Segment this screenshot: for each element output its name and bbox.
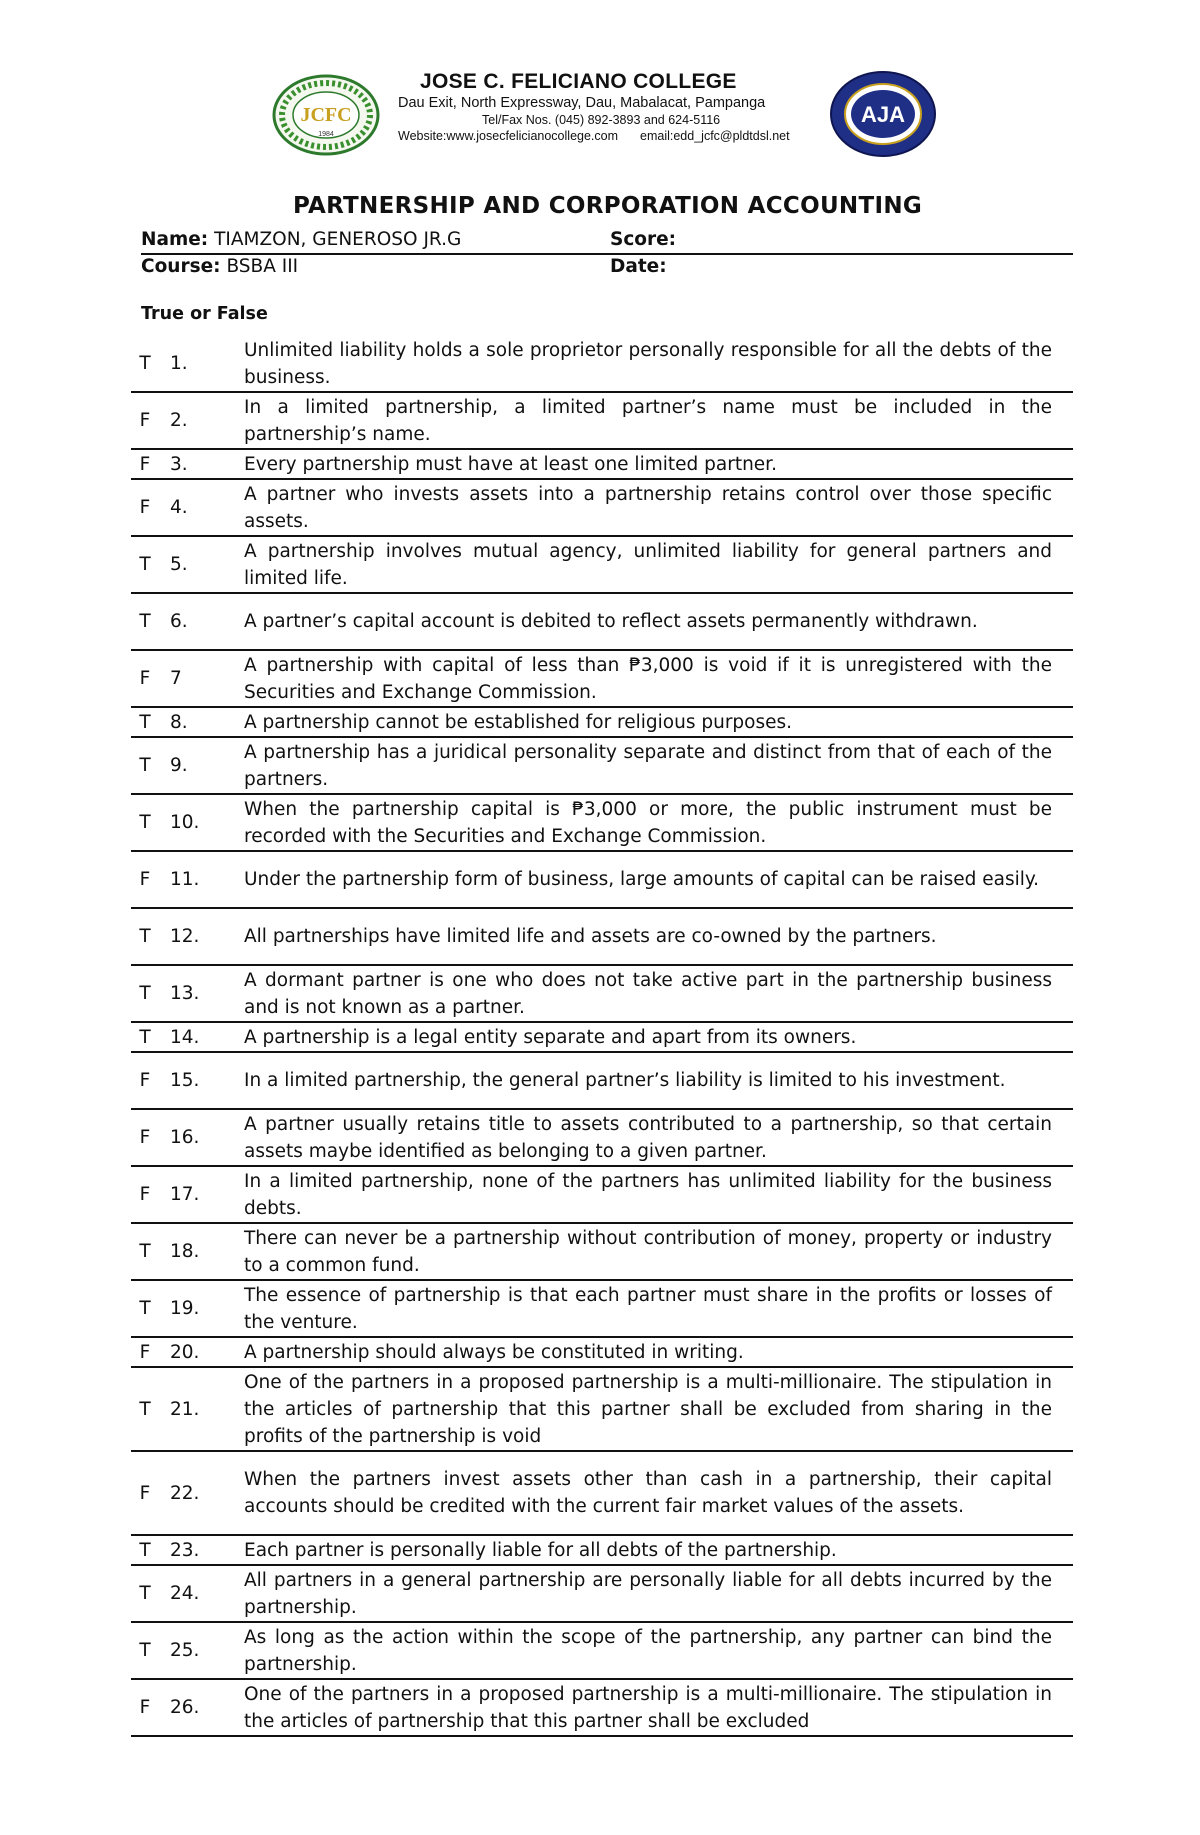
question-item bbox=[131, 1566, 1073, 1623]
college-header bbox=[272, 70, 940, 158]
question-text: Every partnership must have at least one limited partner. bbox=[244, 453, 777, 475]
question-number: 6. bbox=[170, 611, 188, 632]
question-number: 10. bbox=[170, 812, 200, 833]
question-text: A partner’s capital account is debited to reflect assets permanently withdrawn. bbox=[244, 611, 978, 632]
question-number: 23. bbox=[170, 1539, 200, 1561]
question-text: Unlimited liability holds a sole proprietor personally responsible for all the debts of the business. bbox=[244, 339, 1052, 388]
question-text: The essence of partnership is that each partner must share in the profits or losses of the venture. bbox=[244, 1284, 1052, 1333]
question-item bbox=[131, 1368, 1073, 1452]
college-info bbox=[398, 70, 818, 144]
question-text: When the partnership capital is ₱3,000 or more, the public instrument must be recorded with the Securities and Exchange Commission. bbox=[244, 798, 1052, 847]
question-number: 5. bbox=[170, 554, 188, 575]
document-title: PARTNERSHIP AND CORPORATION ACCOUNTING bbox=[292, 193, 923, 219]
answer-mark: T bbox=[139, 711, 151, 733]
question-number: 21. bbox=[170, 1398, 200, 1420]
question-item bbox=[131, 909, 1073, 966]
svg-text:JCFC: JCFC bbox=[300, 104, 352, 126]
answer-mark: F bbox=[139, 497, 151, 518]
question-number: 26. bbox=[170, 1697, 200, 1718]
college-website: Website:www.josecfelicianocollege.com bbox=[398, 129, 619, 143]
section-heading: True or False bbox=[141, 304, 268, 324]
question-number: 22. bbox=[170, 1482, 200, 1504]
question-text: A dormant partner is one who does not take active part in the partnership business and is not known as a partner. bbox=[244, 969, 1052, 1018]
question-number: 12. bbox=[170, 926, 200, 947]
true-false-list bbox=[131, 336, 1073, 1737]
question-number: 15. bbox=[170, 1070, 200, 1091]
question-item bbox=[131, 708, 1073, 738]
name-value: TIAMZON, GENEROSO JR.G bbox=[214, 229, 462, 250]
question-item bbox=[131, 480, 1073, 537]
answer-mark: T bbox=[139, 755, 151, 776]
question-number: 7 bbox=[170, 668, 182, 689]
question-text: A partnership cannot be established for religious purposes. bbox=[244, 711, 793, 733]
question-number: 9. bbox=[170, 755, 188, 776]
question-text: Under the partnership form of business, large amounts of capital can be raised easily. bbox=[244, 869, 1040, 890]
question-item bbox=[131, 1680, 1073, 1737]
answer-mark: T bbox=[139, 1241, 151, 1262]
question-number: 4. bbox=[170, 497, 188, 518]
college-seal-logo bbox=[272, 74, 380, 156]
question-item bbox=[131, 336, 1073, 393]
question-item bbox=[131, 1338, 1073, 1368]
question-number: 11. bbox=[170, 869, 200, 890]
answer-mark: T bbox=[139, 1539, 151, 1561]
question-item bbox=[131, 393, 1073, 450]
answer-mark: T bbox=[139, 1640, 151, 1661]
score-label: Score: bbox=[610, 229, 677, 250]
question-number: 8. bbox=[170, 711, 188, 733]
answer-mark: F bbox=[139, 1070, 151, 1091]
question-item bbox=[131, 852, 1073, 909]
aja-seal-logo bbox=[828, 70, 938, 158]
question-item bbox=[131, 1023, 1073, 1053]
answer-mark: T bbox=[139, 611, 151, 632]
question-item bbox=[131, 795, 1073, 852]
question-item bbox=[131, 594, 1073, 651]
question-item bbox=[131, 966, 1073, 1023]
answer-mark: F bbox=[139, 453, 151, 475]
question-text: As long as the action within the scope of the partnership, any partner can bind the partnership. bbox=[244, 1626, 1052, 1675]
question-item bbox=[131, 651, 1073, 708]
answer-mark: F bbox=[139, 1697, 151, 1718]
question-item bbox=[131, 450, 1073, 480]
answer-mark: T bbox=[139, 353, 151, 374]
answer-mark: T bbox=[139, 983, 151, 1004]
answer-mark: T bbox=[139, 1298, 151, 1319]
question-number: 24. bbox=[170, 1583, 200, 1604]
question-text: In a limited partnership, the general partner’s liability is limited to his investment. bbox=[244, 1070, 1006, 1091]
question-text: All partnerships have limited life and assets are co-owned by the partners. bbox=[244, 926, 937, 947]
answer-mark: F bbox=[139, 1482, 151, 1504]
question-text: There can never be a partnership without contribution of money, property or industry to a common fund. bbox=[244, 1227, 1052, 1276]
answer-mark: T bbox=[139, 812, 151, 833]
answer-mark: F bbox=[139, 869, 151, 890]
question-number: 17. bbox=[170, 1184, 200, 1205]
question-text: A partnership has a juridical personality separate and distinct from that of each of the partners. bbox=[244, 741, 1052, 790]
question-item bbox=[131, 738, 1073, 795]
question-text: In a limited partnership, none of the partners has unlimited liability for the business debts. bbox=[244, 1170, 1052, 1219]
question-number: 25. bbox=[170, 1640, 200, 1661]
college-telfax: Tel/Fax Nos. (045) 892-3893 and 624-5116 bbox=[482, 113, 721, 127]
question-text: A partnership with capital of less than ₱3,000 is void if it is unregistered with the Securities and Exchange Commission. bbox=[244, 654, 1052, 703]
question-number: 19. bbox=[170, 1298, 200, 1319]
answer-mark: T bbox=[139, 1583, 151, 1604]
question-number: 1. bbox=[170, 353, 188, 374]
course-value: BSBA III bbox=[226, 256, 299, 277]
answer-mark: F bbox=[139, 1184, 151, 1205]
question-number: 3. bbox=[170, 453, 188, 475]
question-text: All partners in a general partnership are personally liable for all debts incurred by the partnership. bbox=[244, 1569, 1052, 1618]
answer-mark: T bbox=[139, 1398, 151, 1420]
svg-text:AJA: AJA bbox=[860, 102, 906, 127]
question-text: Each partner is personally liable for all debts of the partnership. bbox=[244, 1539, 837, 1561]
question-text: A partnership should always be constituted in writing. bbox=[244, 1341, 744, 1363]
answer-mark: F bbox=[139, 1341, 151, 1363]
question-number: 2. bbox=[170, 410, 188, 431]
college-contact bbox=[398, 128, 818, 144]
question-text: A partnership is a legal entity separate and apart from its owners. bbox=[244, 1026, 857, 1048]
question-number: 16. bbox=[170, 1127, 200, 1148]
question-item bbox=[131, 537, 1073, 594]
question-number: 14. bbox=[170, 1026, 200, 1048]
answer-mark: F bbox=[139, 1127, 151, 1148]
question-number: 13. bbox=[170, 983, 200, 1004]
question-text: A partner usually retains title to assets contributed to a partnership, so that certain assets maybe identified as belonging to a given partner. bbox=[244, 1113, 1052, 1162]
question-item bbox=[131, 1053, 1073, 1110]
question-text: When the partners invest assets other than cash in a partnership, their capital accounts should be credited with the current fair market values of the assets. bbox=[244, 1469, 1052, 1517]
answer-mark: T bbox=[139, 926, 151, 947]
question-item bbox=[131, 1110, 1073, 1167]
question-item bbox=[131, 1167, 1073, 1224]
question-number: 20. bbox=[170, 1341, 200, 1363]
question-text: In a limited partnership, a limited partner’s name must be included in the partnership’s name. bbox=[244, 396, 1052, 445]
course-date-row bbox=[141, 254, 1073, 280]
course-label: Course: bbox=[141, 256, 221, 277]
question-item bbox=[131, 1224, 1073, 1281]
answer-mark: T bbox=[139, 554, 151, 575]
question-item bbox=[131, 1536, 1073, 1566]
college-address: Dau Exit, North Expressway, Dau, Mabalacat, Pampanga bbox=[398, 95, 766, 111]
answer-mark: F bbox=[139, 668, 151, 689]
college-name: JOSE C. FELICIANO COLLEGE bbox=[420, 70, 737, 93]
question-text: A partnership involves mutual agency, unlimited liability for general partners and limited life. bbox=[244, 540, 1052, 589]
svg-text:1984: 1984 bbox=[318, 131, 334, 138]
question-item bbox=[131, 1623, 1073, 1680]
question-number: 18. bbox=[170, 1241, 200, 1262]
answer-mark: T bbox=[139, 1026, 151, 1048]
question-item bbox=[131, 1281, 1073, 1338]
date-label: Date: bbox=[610, 256, 667, 277]
college-email: email:edd_jcfc@pldtdsl.net bbox=[640, 129, 790, 143]
question-item bbox=[131, 1452, 1073, 1536]
answer-mark: F bbox=[139, 410, 151, 431]
question-text: One of the partners in a proposed partnership is a multi-millionaire. The stipulation in the articles of partnership that this partner shall be excluded from sharing in the profits of the partnership is void bbox=[244, 1371, 1052, 1447]
question-text: A partner who invests assets into a partnership retains control over those specific assets. bbox=[244, 483, 1052, 532]
question-text: One of the partners in a proposed partnership is a multi-millionaire. The stipulation in the articles of partnership that this partner shall be excluded bbox=[244, 1683, 1052, 1732]
name-label: Name: bbox=[141, 229, 209, 250]
name-score-row bbox=[141, 227, 1073, 253]
